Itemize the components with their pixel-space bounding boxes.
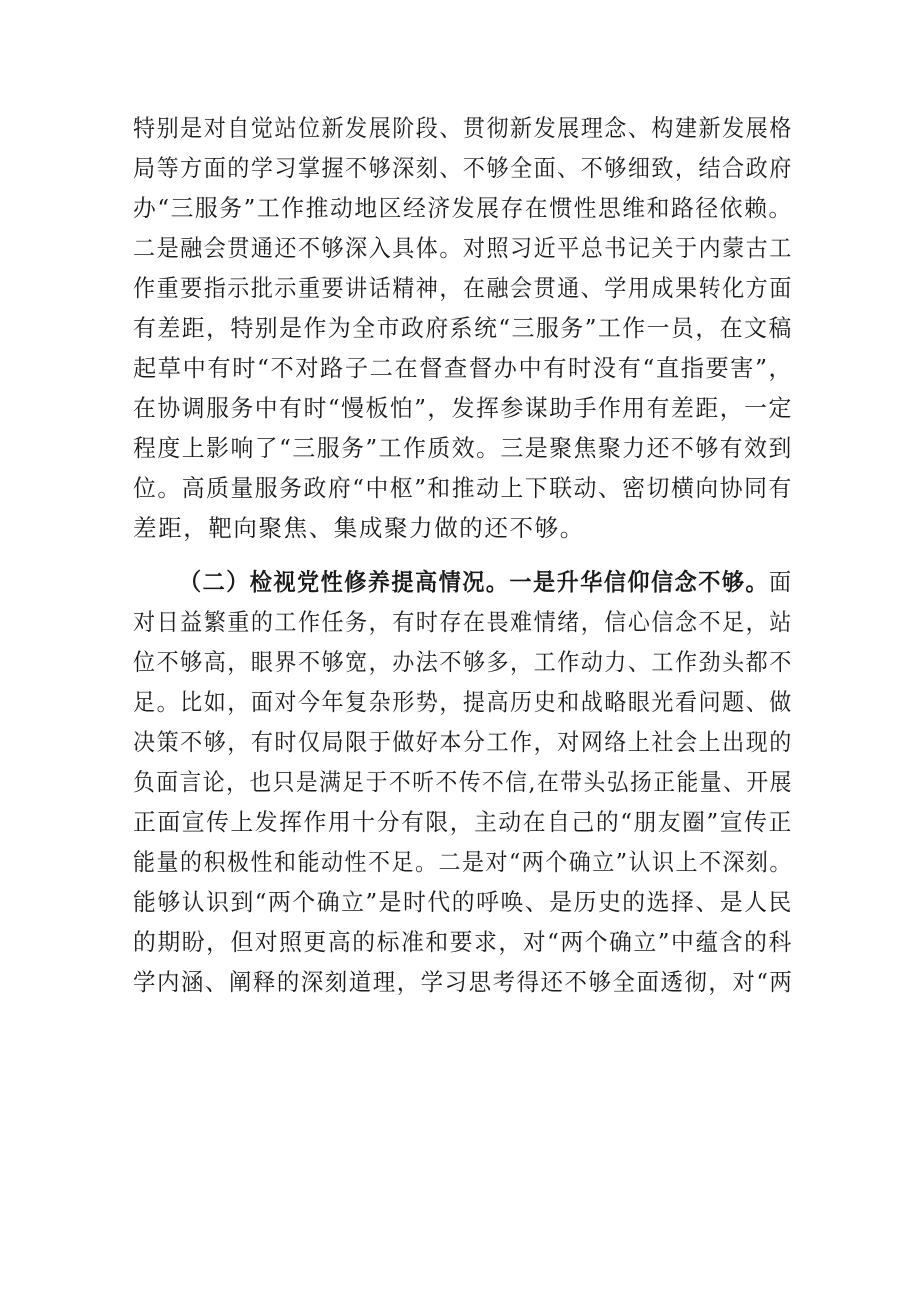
text-line-13: 位不够高，眼界不够宽，办法不够多，工作动力、工作劲头都不 bbox=[133, 648, 793, 676]
text-line-6: 有差距，特别是作为全市政府系统“三服务”工作一员，在文稿 bbox=[133, 314, 793, 342]
text-line-10: 位。高质量服务政府“中枢”和推动上下联动、密切横向协同有 bbox=[133, 474, 793, 502]
section-heading-line bbox=[179, 562, 793, 602]
text-line-11: 差距，靶向聚焦、集成聚力做的还不够。 bbox=[133, 514, 585, 542]
text-line-19: 能够认识到“两个确立”是时代的呼唤、是历史的选择、是人民 bbox=[133, 888, 793, 916]
text-line-21: 学内涵、阐释的深刻道理，学习思考得还不够全面透彻，对“两 bbox=[133, 968, 794, 996]
text-line-14: 足。比如，面对今年复杂形势，提高历史和战略眼光看问题、做 bbox=[133, 688, 793, 716]
text-line-16: 负面言论，也只是满足于不听不传不信,在带头弘扬正能量、开展 bbox=[133, 768, 793, 796]
section-heading-continuation: 面 bbox=[769, 568, 793, 596]
section-heading: （二）检视党性修养提高情况。一是升华信仰信念不够。 bbox=[179, 568, 770, 596]
text-line-5: 作重要指示批示重要讲话精神，在融会贯通、学用成果转化方面 bbox=[133, 274, 793, 302]
text-line-20: 的期盼，但对照更高的标准和要求，对“两个确立”中蕴含的科 bbox=[133, 928, 793, 956]
text-line-8: 在协调服务中有时“慢板怕”，发挥参谋助手作用有差距，一定 bbox=[133, 394, 793, 422]
text-line-17: 正面宣传上发挥作用十分有限，主动在自己的“朋友圈”宣传正 bbox=[133, 808, 793, 836]
text-line-3: 办“三服务”工作推动地区经济发展存在惯性思维和路径依赖。 bbox=[133, 194, 793, 222]
text-line-2: 局等方面的学习掌握不够深刻、不够全面、不够细致，结合政府 bbox=[133, 154, 793, 182]
text-line-9: 程度上影响了“三服务”工作质效。三是聚焦聚力还不够有效到 bbox=[133, 434, 793, 462]
text-line-4: 二是融会贯通还不够深入具体。对照习近平总书记关于内蒙古工 bbox=[133, 234, 793, 262]
text-line-15: 决策不够，有时仅局限于做好本分工作，对网络上社会上出现的 bbox=[133, 728, 793, 756]
text-line-18: 能量的积极性和能动性不足。二是对“两个确立”认识上不深刻。 bbox=[133, 848, 793, 876]
text-line-7: 起草中有时“不对路子二在督查督办中有时没有“直指要害”， bbox=[133, 354, 794, 382]
text-line-1: 特别是对自觉站位新发展阶段、贯彻新发展理念、构建新发展格 bbox=[133, 114, 793, 142]
text-line-12: 对日益繁重的工作任务，有时存在畏难情绪，信心信念不足，站 bbox=[133, 608, 793, 636]
